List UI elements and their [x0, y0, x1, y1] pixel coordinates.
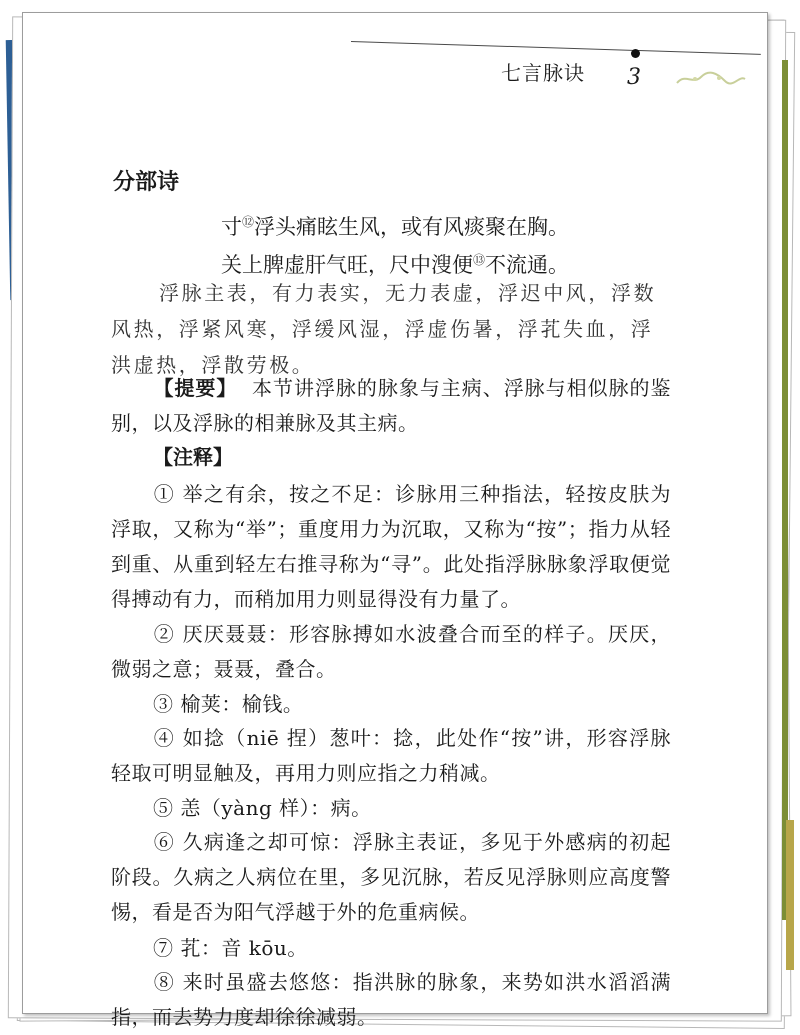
- note-item: ④ 如捻（niē 捏）葱叶：捻，此处作“按”讲，形容浮脉轻取可明显触及，再用力则应指之力稍减。: [111, 726, 671, 785]
- notes-label: 【注释】: [153, 445, 233, 469]
- section-title: 分部诗: [113, 170, 180, 195]
- book-cover-edge: [782, 60, 788, 920]
- header-dot: [631, 49, 640, 58]
- page-number: 3: [627, 65, 641, 90]
- mnemonic-verse: 浮脉主表，有力表实，无力表虚，浮迟中风，浮数风热，浮紧风寒，浮缓风湿，浮虚伤暑，浮芤失血，浮洪虚热，浮散劳极。: [111, 281, 657, 377]
- header-ornament-icon: [675, 71, 747, 87]
- note-item: ② 厌厌聂聂：形容脉搏如水波叠合而至的样子。厌厌，微弱之意；聂聂，叠合。: [111, 622, 671, 681]
- note-item: ③ 榆荚：榆钱。: [153, 692, 304, 716]
- book-cover-edge: [786, 820, 794, 970]
- poem-line: 关上脾虚肝气旺，尺中溲便⑬不流通。: [221, 253, 570, 277]
- summary-paragraph: 【提要】 本节讲浮脉的脉象与主病、浮脉与相似脉的鉴别，以及浮脉的相兼脉及其主病。: [111, 376, 672, 435]
- running-header-title: 七言脉诀: [501, 61, 585, 85]
- poem-line: 寸⑫浮头痛眩生风，或有风痰聚在胸。: [221, 215, 570, 239]
- summary-label: 【提要】: [153, 376, 238, 400]
- note-item: ⑤ 恙（yàng 样）：病。: [153, 796, 372, 820]
- note-item: ⑥ 久病逢之却可惊：浮脉主表证，多见于外感病的初起阶段。久病之人病位在里，多见沉脉，若反见浮脉则应高度警惕，看是否为阳气浮越于外的危重病候。: [111, 830, 671, 924]
- note-item: ⑦ 芤：音 kōu。: [153, 936, 308, 960]
- note-item: ① 举之有余，按之不足：诊脉用三种指法，轻按皮肤为浮取，又称为“举”；重度用力为沉取，又称为“按”；指力从轻到重、从重到轻左右推寻称为“寻”。此处指浮脉脉象浮取便觉得搏动有力，而稍加用力则显得没有力量了。: [111, 482, 671, 611]
- book-page: [22, 12, 768, 1029]
- header-rule: [351, 41, 761, 55]
- note-item: ⑧ 来时虽盛去悠悠：指洪脉的脉象，来势如洪水滔滔满指，而去势力度却徐徐减弱。: [111, 970, 671, 1029]
